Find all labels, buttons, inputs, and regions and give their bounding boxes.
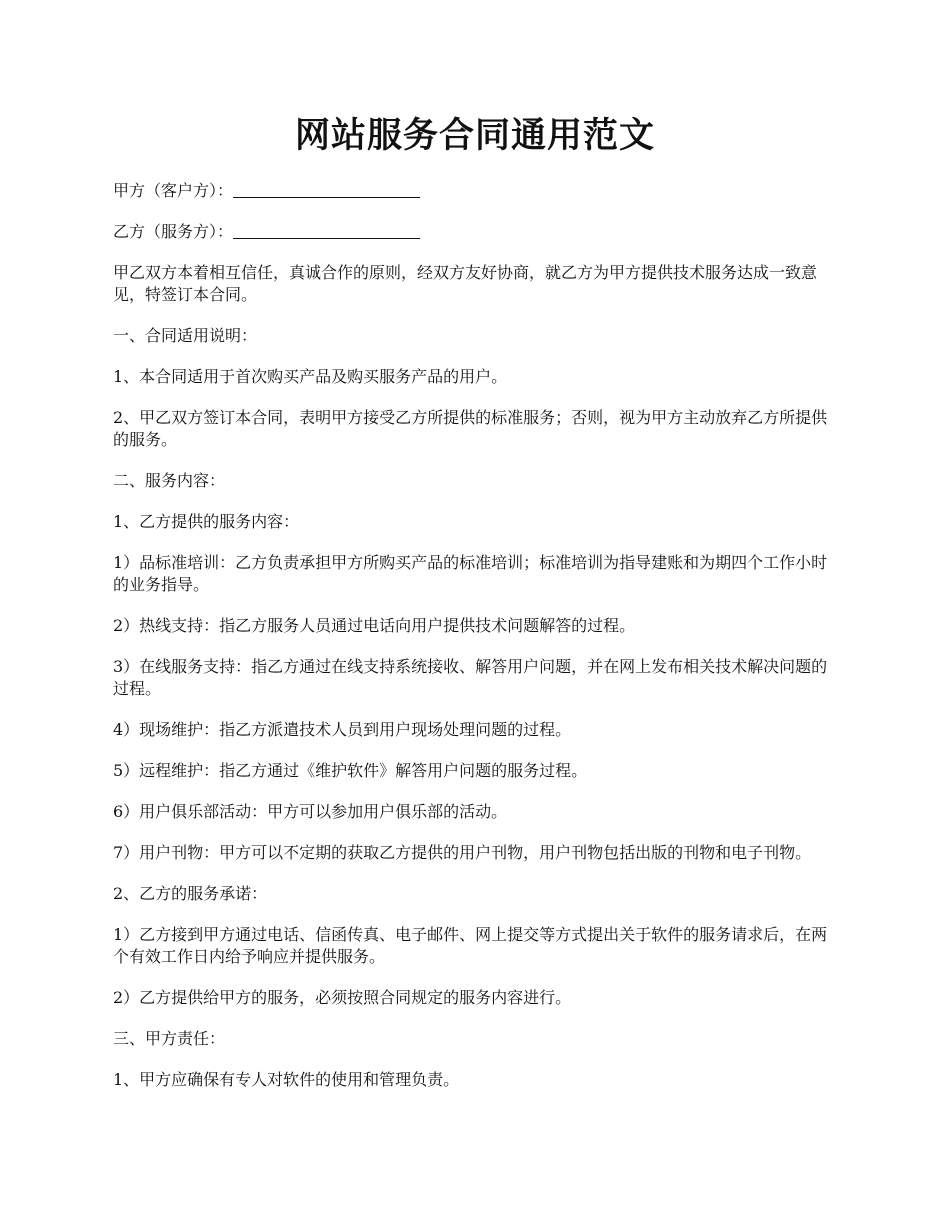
clause-paragraph: 1、本合同适用于首次购买产品及购买服务产品的用户。 xyxy=(113,367,508,386)
party-a-line xyxy=(113,180,843,202)
section-heading-party-a-duties: 三、甲方责任： xyxy=(113,1029,226,1048)
section-heading-service-content: 二、服务内容： xyxy=(113,471,226,490)
clause-paragraph: 1、甲方应确保有专人对软件的使用和管理负责。 xyxy=(113,1070,460,1089)
intro-paragraph: 甲乙双方本着相互信任，真诚合作的原则，经双方友好协商，就乙方为甲方提供技术服务达成一致意见，特签订本合同。 xyxy=(113,263,818,304)
commitment-item: 1）乙方接到甲方通过电话、信函传真、电子邮件、网上提交等方式提出关于软件的服务请求后，在两个有效工作日内给予响应并提供服务。 xyxy=(113,925,828,966)
service-item: 3）在线服务支持：指乙方通过在线支持系统接收、解答用户问题，并在网上发布相关技术解决问题的过程。 xyxy=(113,657,828,698)
party-b-blank xyxy=(233,222,420,239)
service-item: 4）现场维护：指乙方派遣技术人员到用户现场处理问题的过程。 xyxy=(113,720,572,739)
commitment-item: 2）乙方提供给甲方的服务，必须按照合同规定的服务内容进行。 xyxy=(113,988,572,1007)
party-a-blank xyxy=(233,181,420,198)
party-b-line xyxy=(113,221,843,243)
document-title: 网站服务合同通用范文 xyxy=(294,115,655,156)
clause-paragraph: 1、乙方提供的服务内容： xyxy=(113,512,300,531)
party-b-label: 乙方（服务方）： xyxy=(113,222,234,241)
service-item: 5）远程维护：指乙方通过《维护软件》解答用户问题的服务过程。 xyxy=(113,761,588,780)
document-body xyxy=(113,180,843,1110)
clause-paragraph: 2、乙方的服务承诺： xyxy=(113,884,268,903)
section-heading-applicability: 一、合同适用说明： xyxy=(113,326,258,345)
party-a-label: 甲方（客户方）： xyxy=(113,181,234,200)
service-item: 1）品标准培训：乙方负责承担甲方所购买产品的标准培训；标准培训为指导建账和为期四个工作小时的业务指导。 xyxy=(113,553,828,594)
service-item: 6）用户俱乐部活动：甲方可以参加用户俱乐部的活动。 xyxy=(113,802,508,821)
clause-paragraph: 2、甲乙双方签订本合同，表明甲方接受乙方所提供的标准服务；否则，视为甲方主动放弃乙方所提供的服务。 xyxy=(113,408,828,449)
service-item: 7）用户刊物：甲方可以不定期的获取乙方提供的用户刊物，用户刊物包括出版的刊物和电子刊物。 xyxy=(113,843,812,862)
service-item: 2）热线支持：指乙方服务人员通过电话向用户提供技术问题解答的过程。 xyxy=(113,616,636,635)
